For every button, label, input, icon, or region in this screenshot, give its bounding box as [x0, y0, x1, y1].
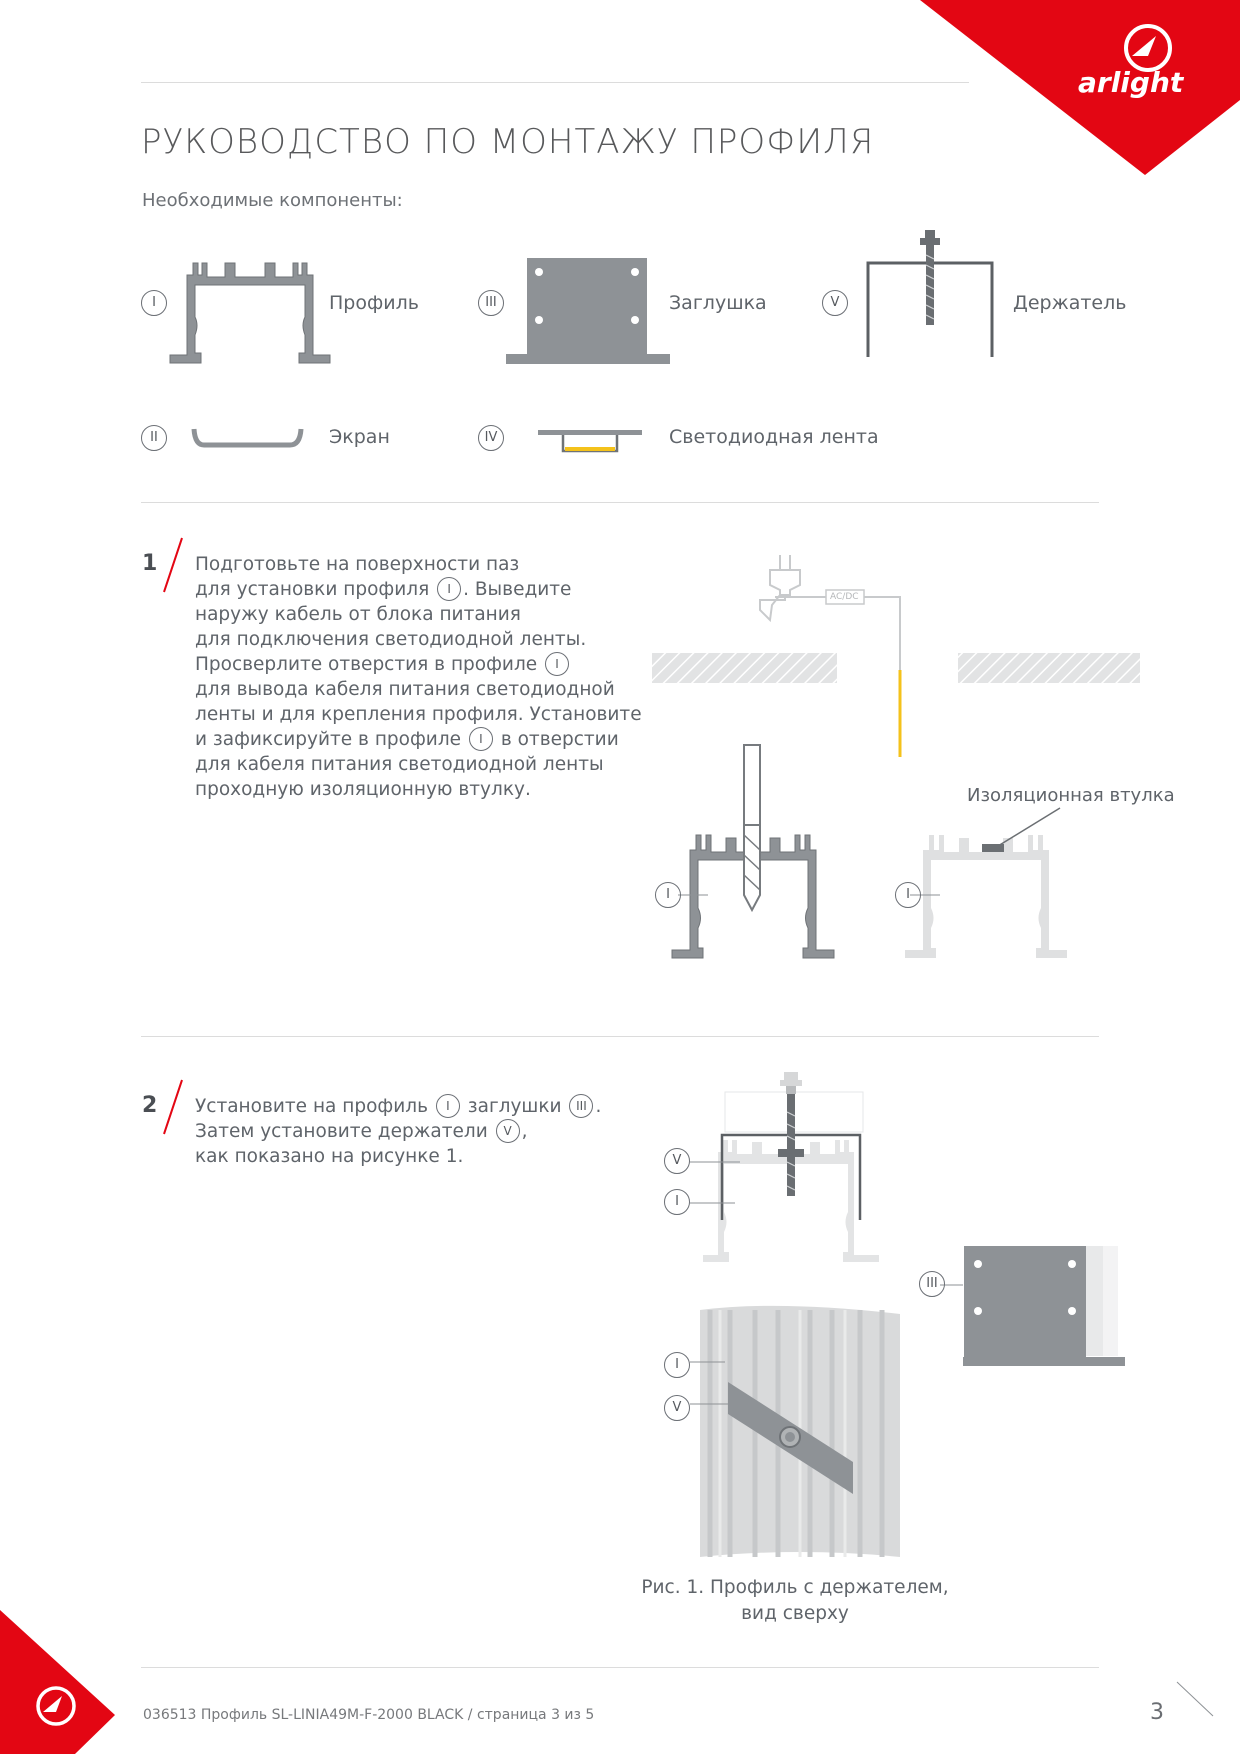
step2-callout-holder: V [664, 1148, 690, 1174]
psu-label: AC/DC [830, 592, 859, 602]
brand-logo[interactable]: arlight [1078, 66, 1184, 99]
inline-ref-holder: V [496, 1119, 520, 1143]
roman-badge-1: I [141, 290, 167, 316]
figure-caption: Рис. 1. Профиль с держателем, вид сверху [641, 1577, 949, 1624]
component-label-holder: Держатель [1013, 292, 1127, 314]
inline-ref-profile: I [437, 577, 461, 601]
step2-slash-icon [158, 1077, 188, 1137]
step2-text: Установите на профиль I заглушки III . Затем установите держатели V , как показано на рисунке 1. [195, 1094, 635, 1169]
page-corner-slash-icon [1175, 1680, 1215, 1720]
brand-corner-bottom [0, 1610, 120, 1754]
step2-callout-profile: I [664, 1189, 690, 1215]
step1-callout-profile-b: I [895, 882, 921, 908]
step2-topview-callout-holder: V [664, 1395, 690, 1421]
component-label-screen: Экран [329, 426, 390, 448]
component-label-cap: Заглушка [669, 292, 767, 314]
step2-topview-callout-profile: I [664, 1352, 690, 1378]
step1-illustration [640, 550, 1150, 970]
holder-illustration [860, 225, 1000, 360]
profile-illustration [165, 255, 335, 365]
inline-ref-profile: I [545, 652, 569, 676]
step1-text: Подготовьте на поверхности паз для установки профиля I . Выведите наружу кабель от блока питания для подключения светодиодной ленты. Просверлите отверстия в профиле I для вывода кабеля питания светодиодной ленты и для крепления профиля. Установите и зафиксируйте в профиле I в отверстии для кабеля питания светодиодной ленты проходную изоляционную втулку. [195, 554, 642, 800]
cap-illustration [503, 255, 673, 367]
top-rule [141, 82, 969, 83]
roman-badge-4: IV [478, 425, 504, 451]
inline-ref-profile: I [469, 727, 493, 751]
footer-rule [141, 1667, 1099, 1668]
roman-badge-5: V [822, 290, 848, 316]
roman-badge-2: II [141, 425, 167, 451]
inline-ref-profile: I [436, 1094, 460, 1118]
step2-illustration [660, 1052, 1200, 1572]
component-label-profile: Профиль [329, 292, 419, 314]
section-rule-2 [141, 1036, 1099, 1037]
page-title: РУКОВОДСТВО ПО МОНТАЖУ ПРОФИЛЯ [141, 122, 875, 162]
step1-callout-profile-a: I [655, 882, 681, 908]
roman-badge-3: III [478, 290, 504, 316]
step1-number: 1 [142, 551, 158, 576]
step2-callout-cap: III [919, 1271, 945, 1297]
page-number: 3 [1150, 1700, 1164, 1725]
footer-doc-info: 036513 Профиль SL-LINIA49M-F-2000 BLACK / страница 3 из 5 [143, 1707, 595, 1723]
bushing-label: Изоляционная втулка [967, 785, 1175, 806]
step1-slash-icon [158, 535, 188, 595]
component-label-led-strip: Светодиодная лента [669, 426, 879, 448]
led-strip-illustration [535, 425, 645, 455]
section-rule-1 [141, 502, 1099, 503]
components-heading: Необходимые компоненты: [142, 190, 403, 211]
screen-illustration [190, 425, 305, 455]
step2-number: 2 [142, 1093, 158, 1118]
inline-ref-cap: III [569, 1094, 593, 1118]
